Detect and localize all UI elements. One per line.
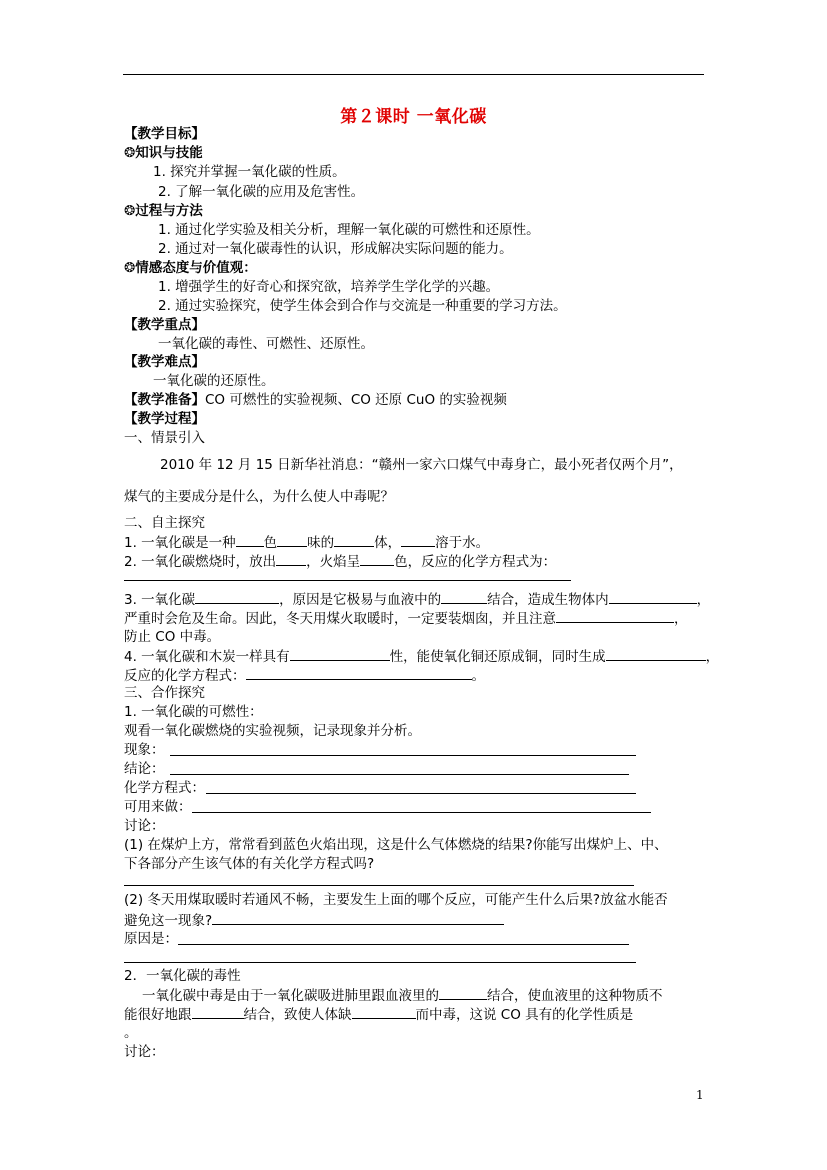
q4-text-c: ， — [705, 649, 720, 665]
phenomenon-label: 现象： — [124, 742, 165, 758]
equation-label: 化学方程式： — [124, 780, 205, 796]
difficulty-text: 一氧化碳的还原性。 — [153, 373, 275, 389]
q4-text-a: 4. 一氧化碳和木炭一样具有 — [124, 649, 290, 665]
tox-blank-3[interactable] — [352, 1005, 416, 1019]
fill-q1 — [124, 533, 489, 552]
key-point-text: 一氧化碳的毒性、可燃性、还原性。 — [158, 336, 374, 352]
fill-q3-line2 — [124, 609, 688, 628]
toxicity-line2 — [124, 1005, 633, 1024]
key-point-heading: 【教学重点】 — [124, 317, 205, 333]
q3b-text-b: ， — [674, 611, 688, 627]
q3-text-c: 结合，造成生物体内 — [487, 592, 609, 608]
fill-q3 — [124, 590, 710, 609]
discuss-label: 讨论： — [124, 818, 165, 834]
q4-blank-2[interactable] — [606, 647, 706, 661]
q2-blank-1[interactable] — [276, 552, 306, 566]
q4-blank-1[interactable] — [290, 647, 390, 661]
news-text: 2010 年 12 月 15 日新华社消息：“赣州一家六口煤气中毒身亡，最小死者仅两个月”， — [160, 457, 683, 473]
section3-heading: 三、合作探究 — [124, 685, 205, 701]
q4b-text-a: 反应的化学方程式： — [124, 668, 246, 684]
goals-heading: 【教学目标】 — [124, 126, 205, 142]
q2-text-a: 2. 一氧化碳燃烧时，放出 — [124, 554, 277, 570]
tox-b-text-b: 结合，致使人体缺 — [243, 1007, 352, 1023]
prep-line — [124, 391, 507, 409]
usage-line[interactable] — [192, 812, 651, 813]
q1-text-d: 体， — [374, 535, 402, 551]
q2-text-b: ，火焰呈 — [306, 554, 361, 570]
tox-blank-2[interactable] — [192, 1005, 244, 1019]
fill-q2 — [124, 552, 556, 571]
q4b-blank[interactable] — [246, 666, 472, 680]
fill-q4-line2 — [124, 666, 485, 685]
q2-answer-line[interactable] — [124, 580, 571, 581]
fill-q4 — [124, 647, 719, 666]
section2-heading: 二、自主探究 — [124, 515, 205, 531]
q1-blank-3[interactable] — [334, 533, 374, 547]
header-rule — [123, 74, 704, 75]
process-heading: 【教学过程】 — [124, 411, 205, 427]
discuss-2-blank[interactable] — [212, 911, 504, 925]
question-text: 煤气的主要成分是什么，为什么使人中毒呢？ — [124, 489, 394, 505]
reason-line[interactable] — [178, 944, 629, 945]
topic1-heading: 1. 一氧化碳的可燃性： — [124, 704, 263, 720]
topic2-heading: 2．一氧化碳的毒性 — [124, 968, 241, 984]
q3-blank-3[interactable] — [609, 590, 697, 604]
process-method-heading: ❂过程与方法 — [124, 203, 203, 219]
watch-text: 观看一氧化碳燃烧的实验视频，记录现象并分析。 — [124, 723, 421, 739]
q1-blank-4[interactable] — [401, 533, 435, 547]
discuss-2-text: 避免这一现象? — [124, 913, 213, 929]
tox-a-text-b: 结合，使血液里的这种物质不 — [487, 988, 663, 1004]
page-number: 1 — [696, 1088, 704, 1102]
process-item-2: 2. 通过对一氧化碳毒性的认识，形成解决实际问题的能力。 — [158, 241, 513, 257]
toxicity-line3: 。 — [124, 1025, 138, 1041]
discuss2-label: 讨论： — [124, 1044, 165, 1060]
knowledge-heading: ❂知识与技能 — [124, 145, 203, 161]
q3-blank-1[interactable] — [195, 590, 279, 604]
attitude-item-2: 2. 通过实验探究，使学生体会到合作与交流是一种重要的学习方法。 — [158, 298, 567, 314]
page-title: 第２课时 一氧化碳 — [340, 107, 487, 127]
tox-a-text-a: 一氧化碳中毒是由于一氧化碳吸进肺里跟血液里的 — [142, 988, 439, 1004]
knowledge-item-1: 1. 探究并掌握一氧化碳的性质。 — [153, 164, 346, 180]
q1-blank-2[interactable] — [277, 533, 307, 547]
phenomenon-line[interactable] — [170, 755, 636, 756]
q3-text-a: 3. 一氧化碳 — [124, 592, 196, 608]
q1-text-a: 1. 一氧化碳是一种 — [124, 535, 236, 551]
q2-blank-2[interactable] — [360, 552, 394, 566]
difficulty-heading: 【教学难点】 — [124, 354, 205, 370]
tox-b-text-a: 能很好地跟 — [124, 1007, 192, 1023]
toxicity-line1 — [142, 986, 663, 1005]
discuss-1-line1: (1) 在煤炉上方，常常看到蓝色火焰出现，这是什么气体燃烧的结果?你能写出煤炉上、中、 — [124, 837, 668, 853]
discuss-1-line2: 下各部分产生该气体的有关化学方程式吗? — [124, 856, 375, 872]
equation-line[interactable] — [206, 793, 636, 794]
attitude-item-1: 1. 增强学生的好奇心和探究欲，培养学生学化学的兴趣。 — [158, 279, 500, 295]
tox-b-text-c: 而中毒，这说 CO 具有的化学性质是 — [415, 1007, 634, 1023]
q4-text-b: 性，能使氧化铜还原成铜，同时生成 — [389, 649, 606, 665]
fill-q3-line3: 防止 CO 中毒。 — [124, 629, 221, 645]
discuss-2-line2 — [124, 911, 504, 930]
reason-line-2[interactable] — [124, 962, 636, 963]
discuss-2-line1: (2) 冬天用煤取暖时若通风不畅，主要发生上面的哪个反应，可能产生什么后果?放盆水能否 — [124, 892, 668, 908]
discuss-1-answer-line[interactable] — [124, 885, 634, 886]
conclusion-label: 结论： — [124, 761, 165, 777]
prep-heading: 【教学准备】 — [124, 392, 205, 408]
q1-text-b: 色 — [263, 535, 278, 551]
conclusion-line[interactable] — [170, 774, 629, 775]
knowledge-item-2: 2. 了解一氧化碳的应用及危害性。 — [158, 184, 365, 200]
prep-text: CO 可燃性的实验视频、CO 还原 CuO 的实验视频 — [205, 392, 507, 408]
process-item-1: 1. 通过化学实验及相关分析，理解一氧化碳的可燃性和还原性。 — [158, 222, 540, 238]
q2-text-c: 色，反应的化学方程式为： — [394, 554, 557, 570]
q3-blank-2[interactable] — [441, 590, 487, 604]
tox-blank-1[interactable] — [439, 986, 487, 1000]
q3b-blank[interactable] — [556, 609, 674, 623]
q1-blank-1[interactable] — [236, 533, 264, 547]
reason-label: 原因是： — [124, 931, 178, 947]
q3-text-d: ， — [696, 592, 711, 608]
q4b-text-b: 。 — [471, 668, 485, 684]
usage-label: 可用来做： — [124, 799, 192, 815]
q1-text-c: 味的 — [307, 535, 335, 551]
q1-text-e: 溶于水。 — [435, 535, 490, 551]
section1-heading: 一、情景引入 — [124, 430, 205, 446]
q3-text-b: ，原因是它极易与血液中的 — [279, 592, 442, 608]
q3b-text-a: 严重时会危及生命。因此，冬天用煤火取暖时，一定要装烟囱，并且注意 — [124, 611, 556, 627]
attitude-heading: ❂情感态度与价值观： — [124, 260, 257, 276]
